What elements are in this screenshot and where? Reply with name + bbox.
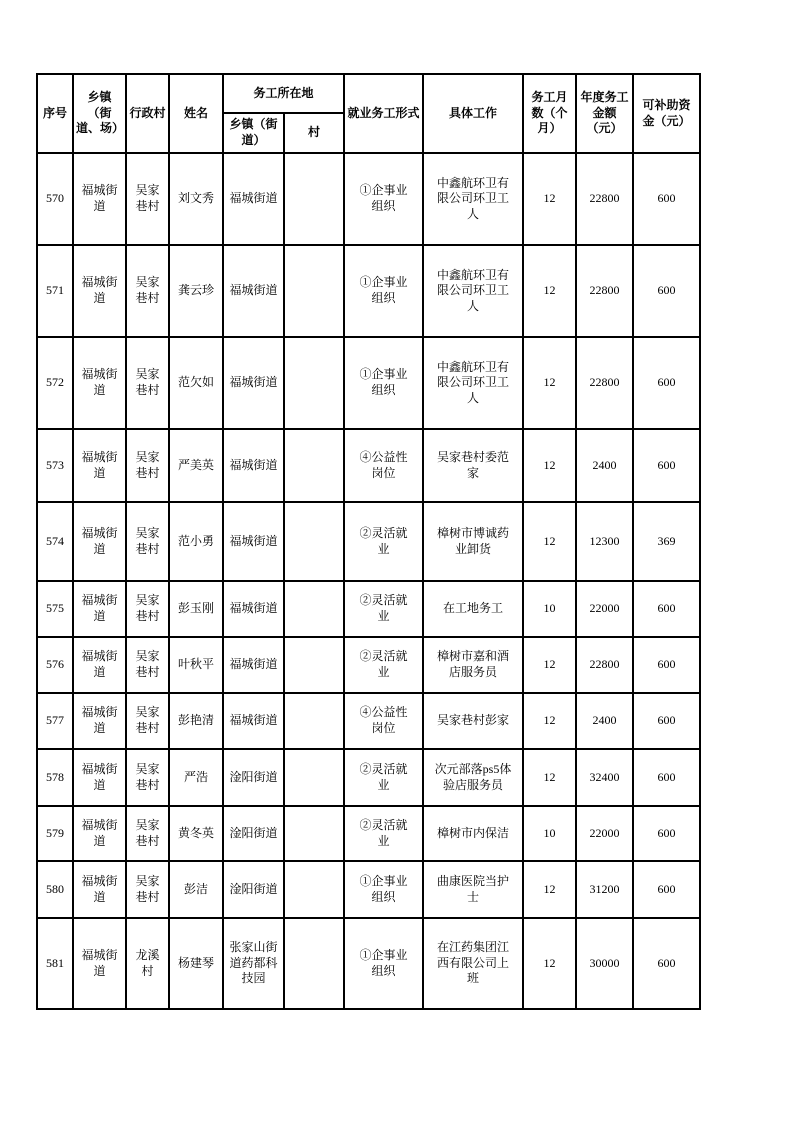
cell-seq: 573 bbox=[37, 429, 73, 502]
cell-village: 吴家巷村 bbox=[126, 245, 169, 337]
cell-months: 12 bbox=[523, 861, 576, 918]
cell-township: 福城街道 bbox=[73, 429, 126, 502]
cell-township: 福城街道 bbox=[73, 918, 126, 1009]
cell-subsidy: 600 bbox=[633, 693, 700, 749]
cell-seq: 579 bbox=[37, 806, 73, 861]
cell-township: 福城街道 bbox=[73, 806, 126, 861]
cell-form: ②灵活就业 bbox=[344, 581, 423, 637]
cell-work-township: 福城街道 bbox=[223, 502, 284, 581]
cell-job: 中鑫航环卫有限公司环卫工人 bbox=[423, 153, 523, 245]
cell-subsidy: 600 bbox=[633, 806, 700, 861]
cell-job: 曲康医院当护士 bbox=[423, 861, 523, 918]
cell-subsidy: 600 bbox=[633, 637, 700, 693]
cell-job: 在工地务工 bbox=[423, 581, 523, 637]
header-annual-amount: 年度务工金额（元） bbox=[576, 74, 633, 153]
cell-form: ①企事业组织 bbox=[344, 245, 423, 337]
cell-seq: 577 bbox=[37, 693, 73, 749]
cell-months: 12 bbox=[523, 502, 576, 581]
cell-seq: 580 bbox=[37, 861, 73, 918]
table-row bbox=[37, 918, 700, 1009]
cell-amount: 22800 bbox=[576, 337, 633, 429]
cell-work-village bbox=[284, 693, 344, 749]
cell-amount: 12300 bbox=[576, 502, 633, 581]
table-header bbox=[37, 74, 700, 153]
cell-job: 中鑫航环卫有限公司环卫工人 bbox=[423, 245, 523, 337]
cell-job: 樟树市内保洁 bbox=[423, 806, 523, 861]
table-row bbox=[37, 806, 700, 861]
cell-work-township: 福城街道 bbox=[223, 245, 284, 337]
cell-form: ④公益性岗位 bbox=[344, 693, 423, 749]
header-seq: 序号 bbox=[37, 74, 73, 153]
header-work-village: 村 bbox=[284, 113, 344, 153]
cell-form: ①企事业组织 bbox=[344, 861, 423, 918]
cell-work-township: 淦阳街道 bbox=[223, 749, 284, 806]
cell-name: 严浩 bbox=[169, 749, 223, 806]
cell-amount: 30000 bbox=[576, 918, 633, 1009]
cell-months: 10 bbox=[523, 581, 576, 637]
cell-form: ②灵活就业 bbox=[344, 806, 423, 861]
cell-amount: 22800 bbox=[576, 245, 633, 337]
cell-village: 吴家巷村 bbox=[126, 502, 169, 581]
cell-work-village bbox=[284, 918, 344, 1009]
cell-village: 吴家巷村 bbox=[126, 693, 169, 749]
cell-name: 龚云珍 bbox=[169, 245, 223, 337]
cell-name: 彭艳清 bbox=[169, 693, 223, 749]
cell-amount: 2400 bbox=[576, 693, 633, 749]
cell-work-township: 福城街道 bbox=[223, 429, 284, 502]
cell-form: ①企事业组织 bbox=[344, 337, 423, 429]
table-row bbox=[37, 693, 700, 749]
cell-amount: 31200 bbox=[576, 861, 633, 918]
cell-work-village bbox=[284, 153, 344, 245]
cell-job: 樟树市博诚药业卸货 bbox=[423, 502, 523, 581]
cell-amount: 22000 bbox=[576, 581, 633, 637]
cell-form: ④公益性岗位 bbox=[344, 429, 423, 502]
cell-township: 福城街道 bbox=[73, 502, 126, 581]
cell-village: 吴家巷村 bbox=[126, 337, 169, 429]
cell-name: 彭玉刚 bbox=[169, 581, 223, 637]
cell-work-township: 福城街道 bbox=[223, 153, 284, 245]
cell-name: 刘文秀 bbox=[169, 153, 223, 245]
table-row bbox=[37, 153, 700, 245]
cell-township: 福城街道 bbox=[73, 693, 126, 749]
cell-months: 12 bbox=[523, 429, 576, 502]
cell-township: 福城街道 bbox=[73, 861, 126, 918]
cell-amount: 2400 bbox=[576, 429, 633, 502]
cell-township: 福城街道 bbox=[73, 153, 126, 245]
cell-village: 吴家巷村 bbox=[126, 581, 169, 637]
cell-subsidy: 600 bbox=[633, 153, 700, 245]
cell-township: 福城街道 bbox=[73, 637, 126, 693]
cell-months: 12 bbox=[523, 637, 576, 693]
cell-township: 福城街道 bbox=[73, 581, 126, 637]
cell-village: 龙溪村 bbox=[126, 918, 169, 1009]
cell-village: 吴家巷村 bbox=[126, 153, 169, 245]
cell-name: 范欠如 bbox=[169, 337, 223, 429]
table-row bbox=[37, 245, 700, 337]
cell-village: 吴家巷村 bbox=[126, 749, 169, 806]
table-row bbox=[37, 861, 700, 918]
cell-months: 12 bbox=[523, 153, 576, 245]
cell-village: 吴家巷村 bbox=[126, 637, 169, 693]
cell-work-village bbox=[284, 637, 344, 693]
cell-township: 福城街道 bbox=[73, 749, 126, 806]
header-employment-form: 就业务工形式 bbox=[344, 74, 423, 153]
header-job: 具体工作 bbox=[423, 74, 523, 153]
subsidy-table bbox=[36, 73, 701, 1010]
cell-work-township: 淦阳街道 bbox=[223, 861, 284, 918]
cell-form: ②灵活就业 bbox=[344, 637, 423, 693]
cell-name: 黄冬英 bbox=[169, 806, 223, 861]
cell-seq: 572 bbox=[37, 337, 73, 429]
cell-months: 12 bbox=[523, 693, 576, 749]
header-work-township: 乡镇（街道） bbox=[223, 113, 284, 153]
cell-months: 12 bbox=[523, 749, 576, 806]
table-row bbox=[37, 637, 700, 693]
cell-form: ①企事业组织 bbox=[344, 153, 423, 245]
cell-work-village bbox=[284, 245, 344, 337]
header-township: 乡镇（街道、场） bbox=[73, 74, 126, 153]
cell-form: ②灵活就业 bbox=[344, 749, 423, 806]
cell-seq: 581 bbox=[37, 918, 73, 1009]
cell-name: 杨建琴 bbox=[169, 918, 223, 1009]
cell-township: 福城街道 bbox=[73, 337, 126, 429]
header-village: 行政村 bbox=[126, 74, 169, 153]
cell-work-village bbox=[284, 806, 344, 861]
table-body bbox=[37, 153, 700, 1009]
cell-work-township: 福城街道 bbox=[223, 693, 284, 749]
cell-work-township: 张家山街道药都科技园 bbox=[223, 918, 284, 1009]
cell-village: 吴家巷村 bbox=[126, 861, 169, 918]
header-name: 姓名 bbox=[169, 74, 223, 153]
cell-work-village bbox=[284, 429, 344, 502]
cell-job: 中鑫航环卫有限公司环卫工人 bbox=[423, 337, 523, 429]
cell-work-village bbox=[284, 337, 344, 429]
cell-subsidy: 600 bbox=[633, 337, 700, 429]
cell-name: 叶秋平 bbox=[169, 637, 223, 693]
table-row bbox=[37, 581, 700, 637]
cell-months: 10 bbox=[523, 806, 576, 861]
cell-work-village bbox=[284, 861, 344, 918]
cell-seq: 576 bbox=[37, 637, 73, 693]
cell-seq: 570 bbox=[37, 153, 73, 245]
cell-work-township: 福城街道 bbox=[223, 581, 284, 637]
cell-township: 福城街道 bbox=[73, 245, 126, 337]
table-row bbox=[37, 429, 700, 502]
cell-work-village bbox=[284, 749, 344, 806]
cell-village: 吴家巷村 bbox=[126, 806, 169, 861]
cell-amount: 32400 bbox=[576, 749, 633, 806]
cell-seq: 574 bbox=[37, 502, 73, 581]
cell-work-township: 福城街道 bbox=[223, 337, 284, 429]
cell-form: ①企事业组织 bbox=[344, 918, 423, 1009]
cell-subsidy: 600 bbox=[633, 861, 700, 918]
header-months: 务工月数（个月） bbox=[523, 74, 576, 153]
cell-subsidy: 600 bbox=[633, 429, 700, 502]
header-work-location: 务工所在地 bbox=[223, 74, 344, 113]
cell-name: 范小勇 bbox=[169, 502, 223, 581]
cell-name: 严美英 bbox=[169, 429, 223, 502]
cell-name: 彭洁 bbox=[169, 861, 223, 918]
cell-months: 12 bbox=[523, 245, 576, 337]
table-row bbox=[37, 749, 700, 806]
cell-work-village bbox=[284, 502, 344, 581]
cell-amount: 22800 bbox=[576, 637, 633, 693]
cell-months: 12 bbox=[523, 337, 576, 429]
cell-work-village bbox=[284, 581, 344, 637]
cell-job: 樟树市嘉和酒店服务员 bbox=[423, 637, 523, 693]
cell-form: ②灵活就业 bbox=[344, 502, 423, 581]
cell-amount: 22000 bbox=[576, 806, 633, 861]
table-row bbox=[37, 502, 700, 581]
cell-job: 吴家巷村彭家 bbox=[423, 693, 523, 749]
cell-subsidy: 369 bbox=[633, 502, 700, 581]
cell-months: 12 bbox=[523, 918, 576, 1009]
cell-seq: 571 bbox=[37, 245, 73, 337]
cell-subsidy: 600 bbox=[633, 918, 700, 1009]
cell-job: 吴家巷村委范家 bbox=[423, 429, 523, 502]
cell-work-township: 福城街道 bbox=[223, 637, 284, 693]
cell-job: 在江药集团江西有限公司上班 bbox=[423, 918, 523, 1009]
table-row bbox=[37, 337, 700, 429]
cell-subsidy: 600 bbox=[633, 581, 700, 637]
header-subsidy: 可补助资金（元） bbox=[633, 74, 700, 153]
cell-seq: 578 bbox=[37, 749, 73, 806]
cell-village: 吴家巷村 bbox=[126, 429, 169, 502]
cell-subsidy: 600 bbox=[633, 245, 700, 337]
cell-seq: 575 bbox=[37, 581, 73, 637]
cell-work-township: 淦阳街道 bbox=[223, 806, 284, 861]
cell-subsidy: 600 bbox=[633, 749, 700, 806]
cell-job: 次元部落ps5体验店服务员 bbox=[423, 749, 523, 806]
cell-amount: 22800 bbox=[576, 153, 633, 245]
